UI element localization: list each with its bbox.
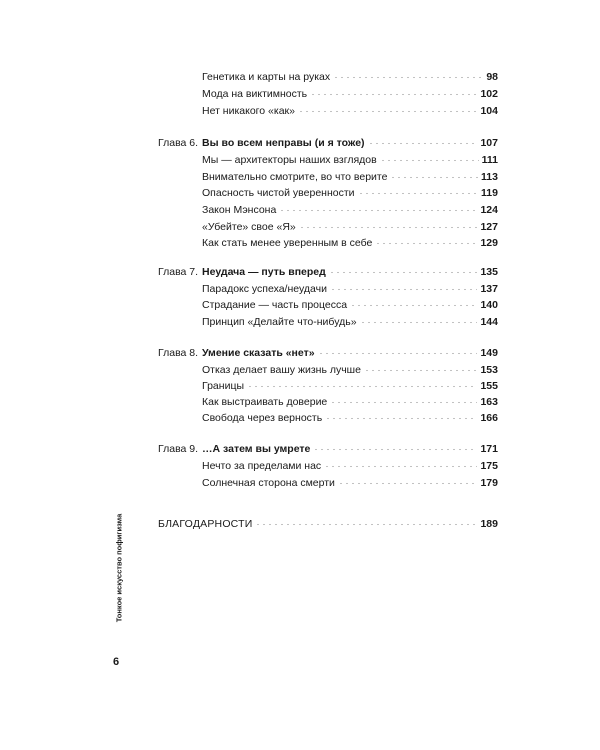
page-number: 6 bbox=[113, 656, 120, 668]
toc-entry bbox=[202, 186, 498, 200]
toc-entry-title: «Убейте» свое «Я» bbox=[202, 221, 296, 233]
toc-entry-page: 175 bbox=[480, 460, 498, 472]
toc-entry-page: 124 bbox=[480, 204, 498, 216]
chapter-number: Глава 6. bbox=[158, 137, 199, 149]
toc-entry-page: 111 bbox=[481, 154, 498, 166]
toc-entry-page: 107 bbox=[480, 137, 498, 149]
toc-entry-page: 140 bbox=[480, 299, 498, 311]
toc-entry-title: Опасность чистой уверенности bbox=[202, 187, 355, 199]
toc-chapter bbox=[158, 265, 498, 279]
toc-entry bbox=[202, 459, 498, 473]
toc-entry-title: Парадокс успеха/неудачи bbox=[202, 283, 327, 295]
toc-entry bbox=[202, 476, 498, 490]
toc-chapter bbox=[158, 136, 498, 150]
toc-entry bbox=[202, 363, 498, 377]
toc-entry-page: 166 bbox=[480, 412, 498, 424]
leader-dots bbox=[329, 271, 478, 274]
toc-entry bbox=[202, 87, 498, 101]
toc-chapter bbox=[158, 442, 498, 456]
toc-entry-page: 129 bbox=[480, 237, 498, 249]
chapter-number: Глава 9. bbox=[158, 443, 199, 455]
toc-entry-page: 171 bbox=[480, 443, 498, 455]
leader-dots bbox=[313, 448, 477, 451]
toc-entry bbox=[202, 70, 498, 84]
toc-entry-title: Страдание — часть процесса bbox=[202, 299, 348, 311]
chapter-number: Глава 7. bbox=[158, 266, 199, 278]
chapter-title: Неудача — путь вперед bbox=[202, 266, 326, 278]
leader-dots bbox=[324, 465, 477, 468]
toc-entry-title: Внимательно смотрите, во что верите bbox=[202, 171, 388, 183]
toc-entry bbox=[202, 236, 498, 250]
toc-entry-title: Мода на виктимность bbox=[202, 88, 308, 100]
toc-entry-page: 163 bbox=[480, 396, 498, 408]
toc-entry-page: 155 bbox=[480, 380, 498, 392]
toc-entry-page: 127 bbox=[480, 221, 498, 233]
leader-dots bbox=[364, 369, 478, 372]
leader-dots bbox=[333, 76, 483, 79]
leader-dots bbox=[330, 401, 477, 404]
toc-entry-page: 137 bbox=[480, 283, 498, 295]
toc-acknowledgements bbox=[158, 517, 498, 531]
leader-dots bbox=[338, 482, 478, 485]
chapter-title: Умение сказать «нет» bbox=[202, 347, 315, 359]
leader-dots bbox=[390, 176, 478, 179]
leader-dots bbox=[375, 242, 477, 245]
leader-dots bbox=[298, 110, 477, 113]
running-head bbox=[112, 508, 126, 628]
leader-dots bbox=[360, 321, 478, 324]
leader-dots bbox=[368, 142, 478, 145]
toc-entry-title: Мы — архитекторы наших взглядов bbox=[202, 154, 377, 166]
toc-entry bbox=[202, 411, 498, 425]
toc-entry bbox=[202, 170, 498, 184]
leader-dots bbox=[380, 159, 479, 162]
leader-dots bbox=[299, 226, 478, 229]
leader-dots bbox=[279, 209, 477, 212]
toc-entry-page: 179 bbox=[480, 477, 498, 489]
running-head-text: Тонкое искусство пофигизма bbox=[114, 513, 124, 623]
chapter-title: Вы во всем неправы (и я тоже) bbox=[202, 137, 365, 149]
toc-entry-page: 102 bbox=[480, 88, 498, 100]
toc-entry-title: Закон Мэнсона bbox=[202, 204, 277, 216]
toc-entry-title: Нечто за пределами нас bbox=[202, 460, 322, 472]
leader-dots bbox=[330, 288, 477, 291]
toc-entry bbox=[202, 203, 498, 217]
toc-entry bbox=[202, 104, 498, 118]
leader-dots bbox=[318, 352, 478, 355]
leader-dots bbox=[350, 304, 477, 307]
acknowledgements-title: БЛАГОДАРНОСТИ bbox=[158, 518, 253, 530]
toc-entry-title: Генетика и карты на руках bbox=[202, 71, 331, 83]
toc-entry-title: Принцип «Делайте что-нибудь» bbox=[202, 316, 357, 328]
toc-entry-page: 189 bbox=[480, 518, 498, 530]
toc-entry bbox=[202, 153, 498, 167]
toc-entry-page: 135 bbox=[480, 266, 498, 278]
toc-entry-page: 119 bbox=[481, 187, 498, 199]
toc-entry-title: Свобода через верность bbox=[202, 412, 323, 424]
leader-dots bbox=[325, 417, 477, 420]
chapter-number: Глава 8. bbox=[158, 347, 199, 359]
leader-dots bbox=[247, 385, 477, 388]
toc-entry-page: 149 bbox=[480, 347, 498, 359]
toc-entry-title: Отказ делает вашу жизнь лучше bbox=[202, 364, 361, 376]
chapter-title: …А затем вы умрете bbox=[202, 443, 311, 455]
toc-entry-title: Как выстраивать доверие bbox=[202, 396, 328, 408]
leader-dots bbox=[358, 192, 479, 195]
toc-entry bbox=[202, 220, 498, 234]
toc-entry-title: Как стать менее уверенным в себе bbox=[202, 237, 373, 249]
leader-dots bbox=[255, 523, 477, 526]
toc-entry bbox=[202, 315, 498, 329]
toc-entry-title: Нет никакого «как» bbox=[202, 105, 295, 117]
toc-entry bbox=[202, 298, 498, 312]
toc-entry-page: 153 bbox=[480, 364, 498, 376]
toc-chapter bbox=[158, 346, 498, 360]
toc-entry-page: 113 bbox=[481, 171, 498, 183]
toc-entry-page: 104 bbox=[480, 105, 498, 117]
leader-dots bbox=[310, 93, 477, 96]
toc-entry bbox=[202, 282, 498, 296]
toc-entry bbox=[202, 395, 498, 409]
toc-entry-title: Границы bbox=[202, 380, 244, 392]
toc-entry-page: 98 bbox=[486, 71, 498, 83]
toc-entry bbox=[202, 379, 498, 393]
toc-entry-title: Солнечная сторона смерти bbox=[202, 477, 335, 489]
toc-entry-page: 144 bbox=[480, 316, 498, 328]
